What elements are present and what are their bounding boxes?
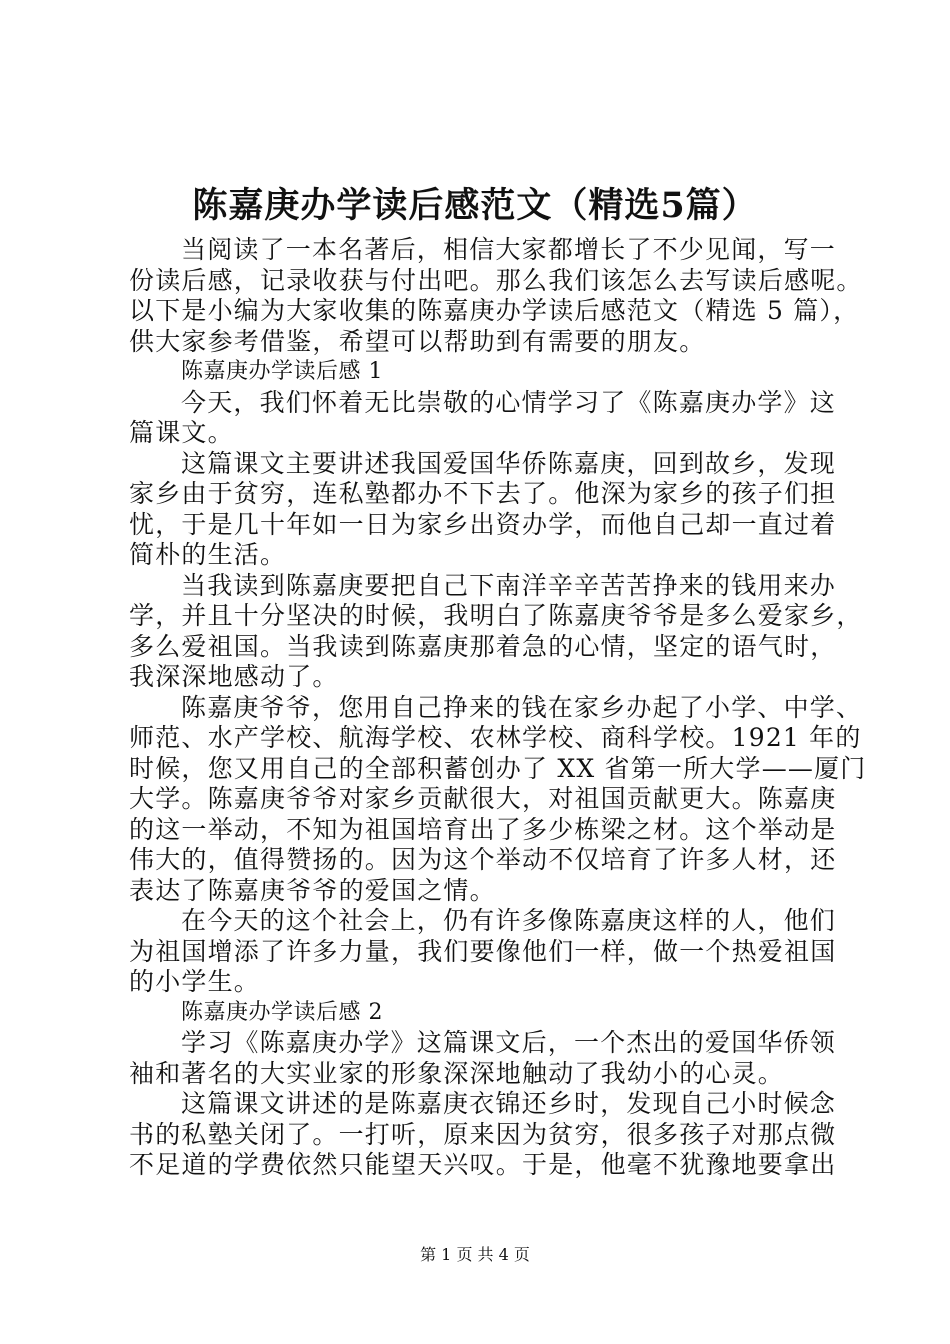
paragraph-line: 的这一举动，不知为祖国培育出了多少栋梁之材。这个举动是: [129, 814, 837, 844]
paragraph-line: 忧，于是几十年如一日为家乡出资办学，而他自己却一直过着: [129, 509, 837, 539]
paragraph-line: 当阅读了一本名著后，相信大家都增长了不少见闻，写一: [181, 235, 837, 264]
paragraph-line: 这篇课文讲述的是陈嘉庚衣锦还乡时，发现自己小时候念: [181, 1089, 837, 1118]
paragraph-line: 在今天的这个社会上，仍有许多像陈嘉庚这样的人，他们: [181, 906, 837, 935]
paragraph-line: 多么爱祖国。当我读到陈嘉庚那着急的心情，坚定的语气时，: [129, 631, 837, 661]
paragraph-line: 我深深地感动了。: [129, 662, 339, 691]
paragraph-line: 当我读到陈嘉庚要把自己下南洋辛辛苦苦挣来的钱用来办: [181, 570, 837, 600]
paragraph-line: 的小学生。: [129, 967, 261, 996]
paragraph-line: 这篇课文主要讲述我国爱国华侨陈嘉庚，回到故乡，发现: [181, 448, 837, 478]
paragraph-line: 家乡由于贫穷，连私塾都办不下去了。他深为家乡的孩子们担: [129, 479, 837, 508]
paragraph-line: 学习《陈嘉庚办学》这篇课文后，一个杰出的爱国华侨领: [181, 1028, 837, 1057]
paragraph-line: 篇课文。: [129, 418, 234, 447]
paragraph-line: 学，并且十分坚决的时候，我明白了陈嘉庚爷爷是多么爱家乡，: [129, 601, 863, 630]
paragraph-line: 时候，您又用自己的全部积蓄创办了 XX 省第一所大学——厦门: [129, 753, 867, 783]
paragraph-line: 简朴的生活。: [129, 540, 287, 569]
paragraph-line: 为祖国增添了许多力量，我们要像他们一样，做一个热爱祖国: [129, 936, 837, 966]
paragraph-line: 袖和著名的大实业家的形象深深地触动了我幼小的心灵。: [129, 1058, 785, 1088]
paragraph-line: 师范、水产学校、航海学校、农林学校、商科学校。1921 年的: [129, 723, 862, 752]
paragraph-line: 以下是小编为大家收集的陈嘉庚办学读后感范文（精选 5 篇），: [129, 296, 860, 325]
document-title: 陈嘉庚办学读后感范文（精选5篇）: [192, 185, 758, 226]
page-footer: 第 1 页 共 4 页: [420, 1245, 530, 1264]
paragraph-line: 今天，我们怀着无比崇敬的心情学习了《陈嘉庚办学》这: [181, 387, 837, 417]
paragraph-line: 书的私塾关闭了。一打听，原来因为贫穷，很多孩子对那点微: [129, 1119, 837, 1149]
paragraph-line: 供大家参考借鉴，希望可以帮助到有需要的朋友。: [129, 326, 706, 356]
section-heading: 陈嘉庚办学读后感 2: [181, 999, 383, 1025]
paragraph-line: 陈嘉庚爷爷，您用自己挣来的钱在家乡办起了小学、中学、: [181, 692, 863, 722]
paragraph-line: 大学。陈嘉庚爷爷对家乡贡献很大，对祖国贡献更大。陈嘉庚: [129, 784, 837, 813]
document-body: [129, 235, 867, 1181]
paragraph-line: 不足道的学费依然只能望天兴叹。于是，他毫不犹豫地要拿出: [129, 1150, 837, 1179]
paragraph-line: 伟大的，值得赞扬的。因为这个举动不仅培育了许多人材，还: [129, 845, 837, 874]
section-heading: 陈嘉庚办学读后感 1: [181, 359, 383, 384]
paragraph-line: 份读后感，记录收获与付出吧。那么我们该怎么去写读后感呢。: [129, 265, 863, 295]
paragraph-line: 表达了陈嘉庚爷爷的爱国之情。: [129, 875, 496, 905]
